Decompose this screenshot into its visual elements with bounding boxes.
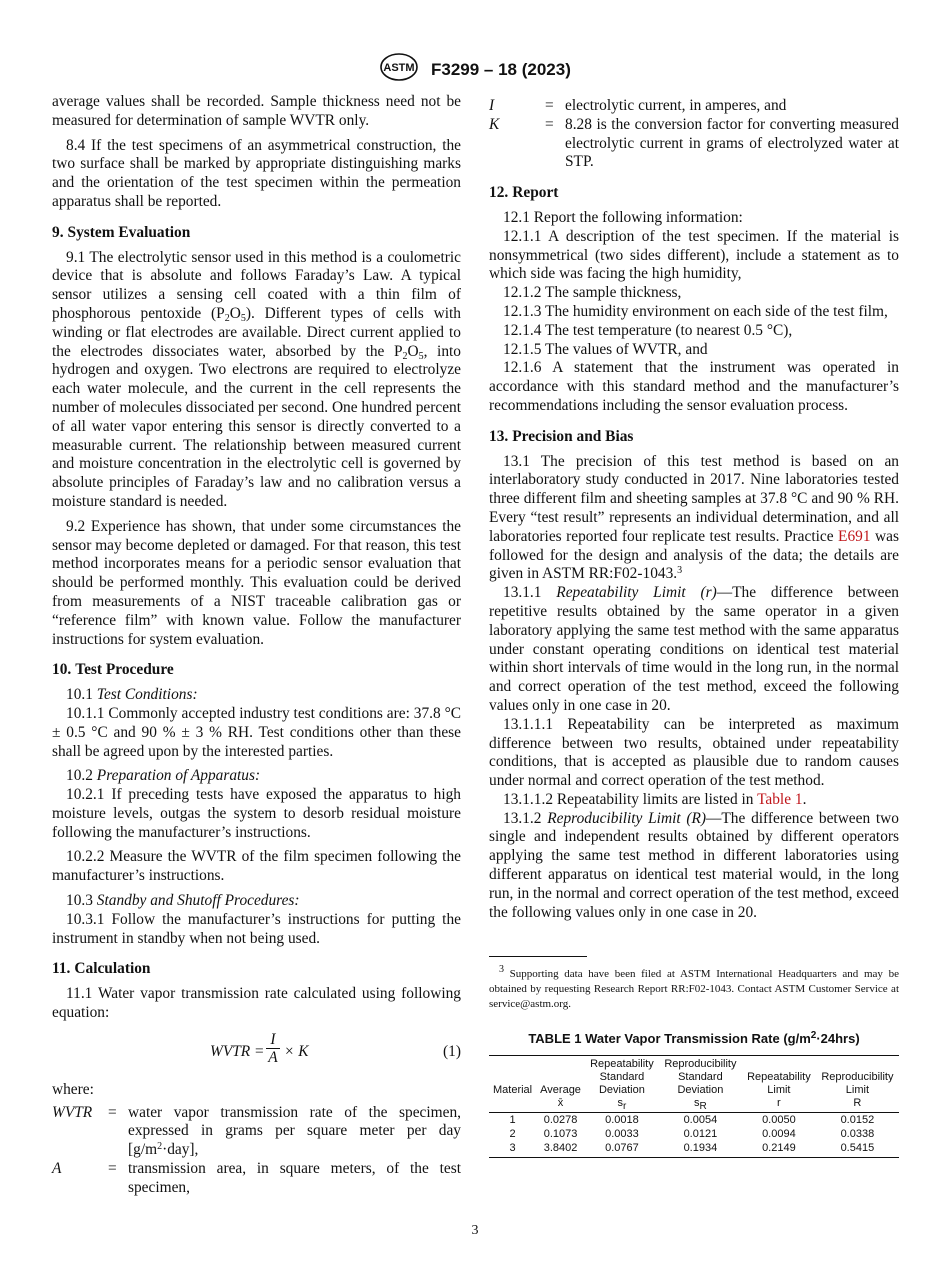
section-10-heading: 10. Test Procedure [52,661,174,679]
table-row [489,1113,899,1128]
paragraph-12-1-2: 12.1.2 The sample thickness, [503,284,682,302]
paragraph-10-3-1: 10.3.1 Follow the manufacturer’s instructions for putting the instrument in standby when not being used. [52,910,461,947]
paragraph-10-3: 10.3 Standby and Shutoff Procedures: [66,892,300,910]
paragraph-13-1-1-2: 13.1.1.2 Repeatability limits are listed in Table 1. [503,790,807,808]
cell-R: 0.0338 [840,1128,875,1141]
equation-lhs: WVTR = [210,1042,265,1060]
definitions-list-continued [489,97,899,172]
header-r: Repeatability Limit r [742,1056,816,1113]
definition-k: K = 8.28 is the conversion factor for converting measured electrolytic current in grams of electrolyzed water at STP. [489,115,899,171]
section-9-heading: 9. System Evaluation [52,223,191,241]
equation-1 [52,1031,461,1073]
header-material: Material [489,1056,536,1113]
cell-sr: 0.0018 [605,1114,639,1127]
paragraph-12-1-1: 12.1.1 A description of the test specimen. If the material is nonsymmetrical (two sides different), include a statement as to which side was facing the high humidity, [489,227,899,283]
cell-sr: 0.0767 [585,1141,659,1158]
paragraph-10-2-1: 10.2.1 If preceding tests have exposed the apparatus to high moisture levels, outgas the system to desorb residual moisture following the manufacturer’s instructions. [52,786,461,841]
paragraph-13-1-1: 13.1.1 Repeatability Limit (r)—The difference between repetitive results obtained by the same operator in a given laboratory applying the same test method with the same apparatus under constant operating conditions on identical test material within short intervals of time would in the long run, in the normal and correct operation of the test method, exceed the following values only in one case in 20. [489,584,899,714]
paragraph-12-1-4: 12.1.4 The test temperature (to nearest 0.5 °C), [503,321,793,339]
definition-a: A = transmission area, in square meters, of the test specimen, [52,1160,461,1196]
equation-rhs: × K [284,1042,309,1060]
cell-sR: 0.0054 [683,1114,718,1127]
paragraph-12-1-3: 12.1.3 The humidity environment on each side of the test film, [503,302,888,320]
definition-wvtr: WVTR = water vapor transmission rate of the specimen, expressed in grams per square meter per day $[g/m^2\cdot day]$, [52,1103,461,1159]
header-R: Reproducibility Limit R [816,1056,899,1113]
table-row [489,1141,899,1158]
paragraph-13-1: 13.1 The precision of this test method is based on an interlaboratory study conducted in 2017. Nine laboratories tested three different film and sheeting samples at 37.8 °C and 90 % RH. Every “test result” represents an individual determination, and all laboratories reported four replicate test results. Practice E691 was followed for the design and analysis of the data; the details are given in ASTM RR:F02-1043.$^3$ [489,452,899,583]
paragraph-10-2-2: 10.2.2 Measure the WVTR of the film specimen following the manufacturer’s instructions. [52,848,461,885]
astm-logo [379,52,419,88]
cell-sR: 0.1934 [659,1141,742,1158]
table-header-row [489,1056,899,1113]
cell-average: 0.1073 [543,1128,578,1141]
svg-text:ASTM: ASTM [383,62,415,74]
cell-r: 0.0050 [762,1114,796,1127]
paragraph-10-2: 10.2 Preparation of Apparatus: [66,767,261,785]
left-column [52,93,461,1198]
cell-sR: 0.0121 [683,1128,718,1141]
cell-material: 2 [509,1128,516,1141]
section-12-heading: 12. Report [489,184,559,202]
table-row [489,1127,899,1141]
page-number: 3 [471,1223,479,1238]
paragraph-12-1: 12.1 Report the following information: [503,208,743,226]
paragraph-13-1-1-1: 13.1.1.1 Repeatability can be interpreted as maximum difference between two results, obtained under repeatability conditions, that is accepted as plausible due to random causes under normal and correct operation of the test method. [489,715,899,790]
header-sr: Repeatability Standard Deviation $s_r$ [585,1056,659,1113]
cell-R: 0.5415 [816,1141,899,1158]
paragraph-12-1-6: 12.1.6 A statement that the instrument was operated in accordance with this standard method and the manufacturer’s recommendations including the sensor evaluation process. [489,359,899,414]
paragraph-13-1-2: 13.1.2 Reproducibility Limit (R)—The difference between two single and independent results obtained by different operators applying the same test method in different laboratories using different apparatus on identical test material would, in the long run, in the normal and correct operation of the test method, exceed the following values only in one case in 20. [489,809,899,921]
cell-average: 0.0278 [543,1114,578,1127]
paragraph-12-1-5: 12.1.5 The values of WVTR, and [503,340,708,358]
where-label: where: [52,1080,94,1098]
definition-i: I = electrolytic current, in amperes, and [489,97,787,114]
section-13-heading: 13. Precision and Bias [489,427,634,445]
footnote-3: $^3$ Supporting data have been filed at ASTM International Headquarters and may be obtained by requesting Research Report RR:F02-1043. Contact ASTM Customer Service at service@astm.org. [489,964,899,1011]
page-header [0,52,950,88]
cell-r: 0.0094 [762,1128,796,1141]
equation-numerator: I [266,1031,280,1049]
cell-material: 1 [509,1114,516,1127]
section-11-heading: 11. Calculation [52,960,151,978]
paragraph-10-1-1: 10.1.1 Commonly accepted industry test conditions are: 37.8 °C ± 0.5 °C and 90 % ± 3 % RH. Test conditions other than these shall be agreed upon by the interested parties. [52,704,461,760]
cell-R: 0.0152 [840,1114,875,1127]
paragraph-9-1: 9.1 The electrolytic sensor used in this method is a coulometric device that is absolute and follows Faraday’s Law. A typical sensor utilizes a sensing cell coated with a thin film of phosphorous pentoxide $(P_2O_5)$. Different types of cells with winding or flat electrodes are available. Direct current applied to the electrodes dissociates water, absorbed by the $P_2O_5$, into hydrogen and oxygen. Two electrons are required to electrolyze each water molecule, and the current in the cell represents the number of molecules dissociated per second. One hundred percent of all water vapor entering this sensor is directly converted to a measurable current. The relationship between measured current and moisture concentration in the electrolytic cell is governed by absolute principles of Faraday’s law and no calibration versus a moisture standard is needed. [52,248,461,510]
cell-material: 3 [489,1141,536,1158]
cell-r: 0.2149 [742,1141,816,1158]
table-1 [489,1055,899,1158]
e691-link[interactable]: E691 [838,527,871,545]
equation-fraction [266,1031,280,1066]
table-1-link[interactable]: Table 1 [757,790,803,808]
right-column [489,93,899,1158]
table-1-title: TABLE 1 Water Vapor Transmission Rate $(g/m^2\cdot 24hrs)$ [528,1030,860,1047]
paragraph-intro: average values shall be recorded. Sample thickness need not be measured for determination of sample WVTR only. [52,93,461,129]
equation-number: (1) [443,1042,461,1060]
paragraph-9-2: 9.2 Experience has shown, that under some circumstances the sensor may become depleted or damaged. For that reason, this test method incorporates means for a periodic sensor evaluation that should be performed monthly. This evaluation could be derived from measurements of a NIST traceable calibration gas or “reference film” with known value. Follow the manufacturer instructions for system evaluation. [52,517,461,648]
paragraph-8-4: 8.4 If the test specimens of an asymmetrical construction, the two surface shall be marked by appropriate distinguishing marks and the orientation of the test specimen within the permeation apparatus shall be reported. [52,136,461,210]
header-average: Average x̄ [536,1056,585,1113]
equation-denominator: A [268,1048,278,1066]
cell-sr: 0.0033 [605,1128,639,1141]
definitions-list [52,1104,461,1198]
cell-average: 3.8402 [536,1141,585,1158]
header-sR: Reproducibility Standard Deviation $s_R$ [659,1056,742,1113]
paragraph-10-1: 10.1 Test Conditions: [66,686,198,704]
document-title: F3299 – 18 (2023) [430,59,571,79]
paragraph-11-1: 11.1 Water vapor transmission rate calculated using following equation: [52,985,461,1022]
footnote-rule [489,956,587,957]
